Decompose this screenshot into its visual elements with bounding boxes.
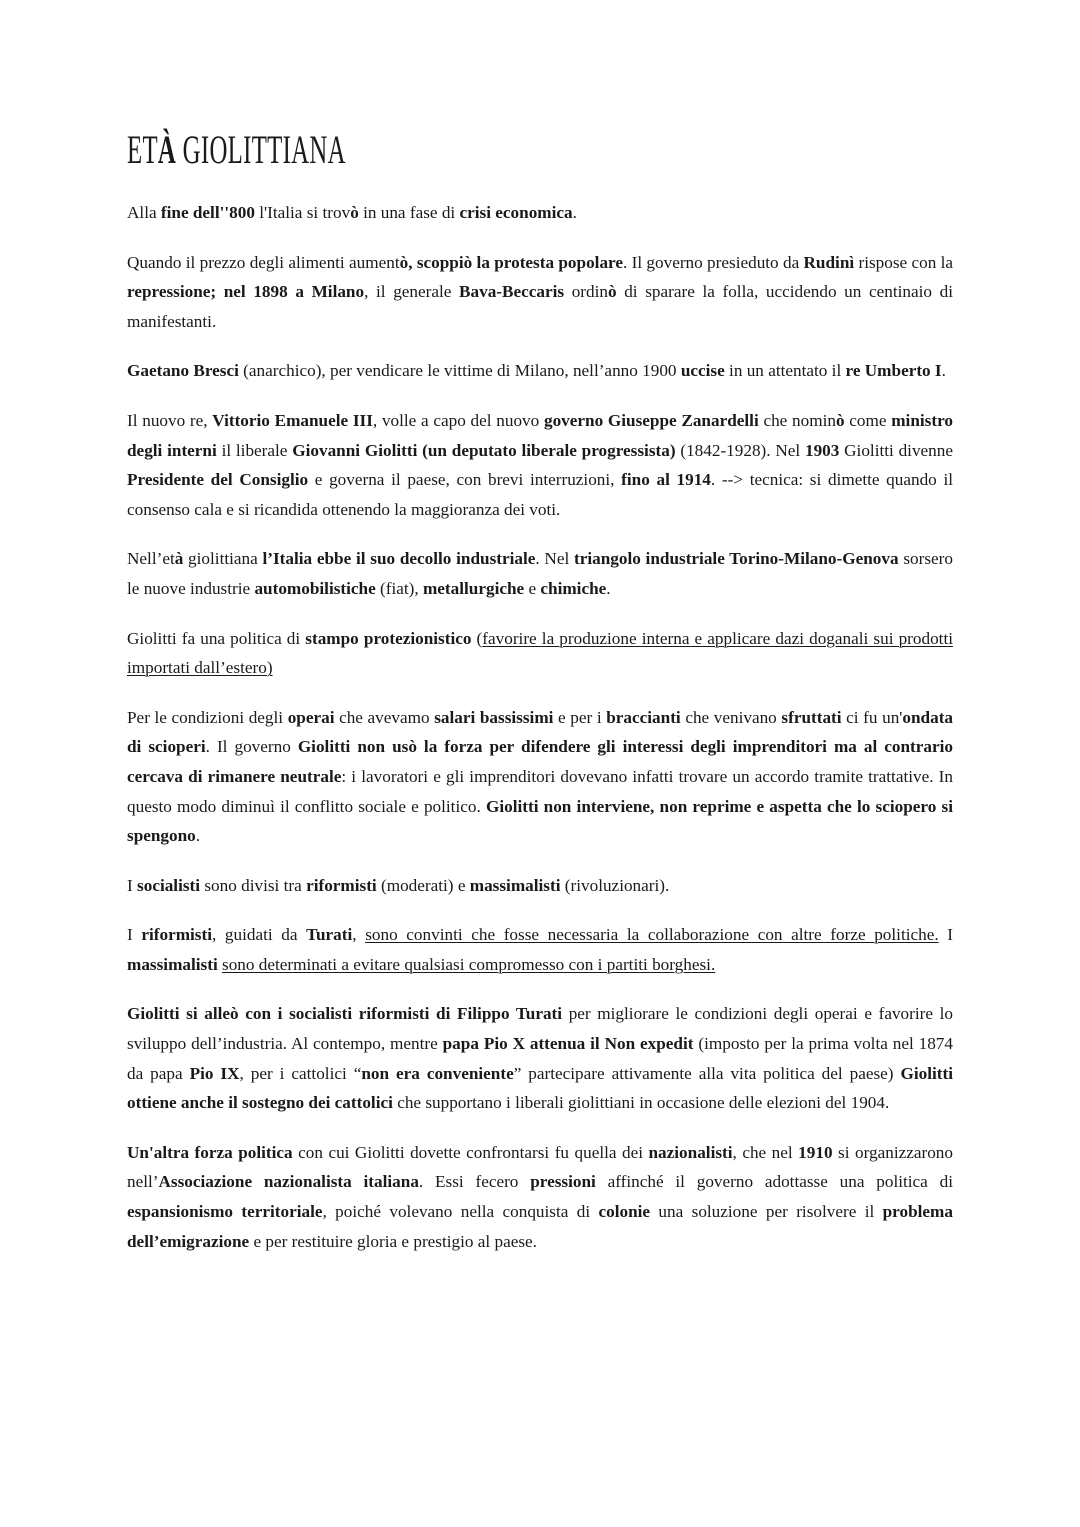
text-run: l'Italia si trov <box>254 203 351 222</box>
bold-run: colonie <box>598 1202 651 1222</box>
text-run: che venivano <box>680 707 782 727</box>
bold-run: l’Italia ebbe il suo decollo industriale <box>262 549 536 569</box>
bold-run: ò, scoppiò la protesta popolare <box>399 252 623 272</box>
bold-run: ò <box>350 203 359 222</box>
text-run: Alla <box>127 203 161 222</box>
text-run: che avevamo <box>334 707 435 727</box>
text-run: . Il governo presieduto da <box>623 252 804 272</box>
bold-run: ò <box>835 410 845 430</box>
text-run: che nomin <box>758 410 836 430</box>
text-run: (moderati) e <box>376 875 470 895</box>
bold-run: Giovanni Giolitti (un deputato liberale progressista) <box>292 440 676 460</box>
text-run: , che nel <box>732 1142 799 1162</box>
paragraph-p10-alleanza-cattolici <box>127 999 953 1117</box>
text-run: e <box>524 578 541 598</box>
text-run: (fiat), <box>375 578 423 598</box>
text-run: ordin <box>564 282 608 302</box>
text-run: . Nel <box>535 549 574 569</box>
bold-run: Giolitti non interviene, non reprime e aspetta che lo sciopero si spengono <box>127 796 953 846</box>
page-title-suffix: GIOLITTIANA <box>176 127 346 172</box>
text-run: . <box>606 578 611 598</box>
bold-run: Bava-Beccaris <box>459 282 565 302</box>
page-title-accent: À <box>157 127 177 172</box>
bold-run: riformisti <box>141 925 212 945</box>
text-run: che supportano i liberali giolittiani in occasione delle elezioni del 1904. <box>392 1093 890 1113</box>
bold-run: 1903 <box>804 440 840 460</box>
text-run: e per restituire gloria e prestigio al paese. <box>249 1231 537 1251</box>
bold-run: Giolitti non usò la forza per difendere gli interessi degli imprenditori ma al contrario cercava di rimanere neutrale <box>127 737 953 786</box>
bold-run: triangolo industriale Torino-Milano-Genova <box>573 549 899 569</box>
text-run: , il generale <box>364 282 460 302</box>
text-run: Giolitti fa una politica di <box>127 628 306 648</box>
bold-run: re Umberto I <box>845 361 942 381</box>
bold-run: 1910 <box>798 1142 833 1162</box>
bold-run: chimiche <box>540 578 607 598</box>
text-run: (rivoluzionari). <box>560 875 670 895</box>
text-run: sono divisi tra <box>200 875 307 895</box>
bold-run: massimalisti <box>127 954 218 974</box>
bold-run: Associazione nazionalista italiana <box>158 1172 419 1192</box>
underlined-run: favorire la produzione interna e applicare dazi doganali sui prodotti importati dall’estero) <box>127 628 954 678</box>
bold-run: Giolitti si alleò con i socialisti riformisti di Filippo Turati <box>127 1004 563 1024</box>
bold-run: non era conveniente <box>361 1063 514 1083</box>
bold-run: papa Pio X attenua il Non expedit <box>442 1034 694 1054</box>
text-run: , poiché volevano nella conquista di <box>322 1202 599 1222</box>
text-run: I <box>127 875 138 895</box>
text-run: ” partecipare attivamente alla vita politica del paese) <box>513 1063 901 1083</box>
text-run: Il nuovo re, <box>127 410 213 430</box>
text-run: con cui Giolitti dovette confrontarsi fu quella dei <box>292 1142 649 1162</box>
text-run: Giolitti divenne <box>839 440 953 460</box>
bold-run: Rudinì <box>803 252 855 272</box>
bold-run: stampo protezionistico <box>305 628 472 648</box>
text-run: , <box>352 925 366 945</box>
text-run: in una fase di <box>358 203 460 222</box>
bold-run: problema dell’emigrazione <box>127 1202 953 1251</box>
bold-run: fino al 1914 <box>621 470 711 490</box>
paragraph-p6-protezionistico <box>127 624 953 683</box>
bold-run: automobilistiche <box>254 578 376 598</box>
bold-run: Vittorio Emanuele III <box>212 410 373 430</box>
paragraph-p9-riformisti-massimalisti <box>127 920 953 979</box>
bold-run: ministro degli interni <box>127 410 953 460</box>
paragraph-p2-protesta-popolare <box>127 248 953 337</box>
text-run: affinché il governo adottasse una politica di <box>595 1172 953 1192</box>
bold-run: à <box>174 549 184 569</box>
bold-run: socialisti <box>137 875 201 895</box>
text-run: . <box>941 361 946 381</box>
bold-run: pressioni <box>530 1172 596 1192</box>
text-run: (imposto per la prima volta nel 1874 da papa <box>127 1034 953 1083</box>
text-run: in un attentato il <box>724 361 846 381</box>
bold-run: ò <box>607 282 617 302</box>
text-run: giolittiana <box>183 549 263 569</box>
text-run: Nell’et <box>127 549 175 569</box>
bold-run: riformisti <box>306 875 377 895</box>
text-run: . <box>572 203 577 222</box>
text-run: , guidati da <box>211 925 307 945</box>
text-run: di sparare la folla, uccidendo un centinaio di manifestanti. <box>127 282 953 331</box>
bold-run: sfruttati <box>781 707 842 727</box>
text-run: , volle a capo del nuovo <box>372 410 544 430</box>
paragraph-p1-crisi-economica <box>127 198 953 228</box>
text-run: come <box>844 410 892 430</box>
text-run: I <box>127 925 142 945</box>
bold-run: ondata di scioperi <box>127 707 954 757</box>
text-run: (1842-1928). Nel <box>675 440 805 460</box>
bold-run: operai <box>287 707 335 727</box>
bold-run: repressione; nel 1898 a Milano <box>127 282 365 302</box>
text-run: (anarchico), per vendicare le vittime di Milano, nell’anno 1900 <box>238 361 681 381</box>
page-title-prefix: ET <box>127 127 158 172</box>
bold-run: crisi economica <box>459 203 573 222</box>
bold-run: metallurgiche <box>422 578 525 598</box>
text-run: . Il governo <box>205 737 298 757</box>
text-run: sorsero le nuove industrie <box>127 549 953 598</box>
text-run: . --> tecnica: si dimette quando il consenso cala e si ricandida ottenendo la maggioranza dei voti. <box>127 470 954 519</box>
text-run: una soluzione per risolvere il <box>650 1202 883 1222</box>
bold-run: uccise <box>680 361 725 381</box>
bold-run: massimalisti <box>469 875 561 895</box>
text-run: Per le condizioni degli <box>127 707 288 727</box>
paragraph-p5-decollo-industriale <box>127 544 953 603</box>
text-run: ci fu un' <box>841 707 903 727</box>
bold-run: Gaetano Bresci <box>127 361 239 381</box>
text-run: per migliorare le condizioni degli operai e favorire lo sviluppo dell’industria. Al contempo, mentre <box>127 1004 953 1054</box>
paragraph-p8-socialisti <box>127 871 953 901</box>
bold-run: governo Giuseppe Zanardelli <box>543 410 759 430</box>
bold-run: nazionalisti <box>648 1142 733 1162</box>
bold-run: fine dell''800 <box>160 203 255 222</box>
bold-run: Presidente del Consiglio <box>127 470 309 490</box>
bold-run: Pio IX <box>189 1063 240 1083</box>
underlined-run: sono determinati a evitare qualsiasi compromesso con i partiti borghesi. <box>222 954 716 974</box>
bold-run: Giolitti ottiene anche il sostegno dei cattolici <box>127 1063 953 1113</box>
bold-run: Turati <box>306 925 353 945</box>
page-title <box>127 128 639 172</box>
document-body <box>127 198 953 1256</box>
text-run: : i lavoratori e gli imprenditori dovevano infatti trovare un accordo tramite trattative. In questo modo diminuì il conflitto sociale e politico. <box>127 766 953 816</box>
text-run: I <box>938 925 953 945</box>
bold-run: espansionismo territoriale <box>127 1202 323 1222</box>
paragraph-p7-operai-scioperi <box>127 703 953 851</box>
bold-run: Un'altra forza politica <box>127 1142 293 1162</box>
text-run: . <box>195 826 201 846</box>
text-run: e per i <box>553 707 607 727</box>
text-run: si organizzarono nell’ <box>127 1142 953 1192</box>
text-run: e governa il paese, con brevi interruzioni, <box>308 470 622 490</box>
paragraph-p3-gaetano-bresci <box>127 356 953 386</box>
bold-run: braccianti <box>606 707 681 727</box>
paragraph-p11-nazionalisti <box>127 1138 953 1256</box>
text-run: il liberale <box>216 440 293 460</box>
text-run: ( <box>471 628 483 648</box>
underlined-run: sono convinti che fosse necessaria la collaborazione con altre forze politiche. <box>365 925 939 945</box>
paragraph-p4-vittorio-emanuele <box>127 406 953 524</box>
text-run: Quando il prezzo degli alimenti aument <box>127 252 400 272</box>
text-run: . Essi fecero <box>418 1172 531 1192</box>
text-run: rispose con la <box>854 252 954 272</box>
text-run: , per i cattolici “ <box>239 1063 362 1083</box>
bold-run: salari bassissimi <box>434 707 554 727</box>
